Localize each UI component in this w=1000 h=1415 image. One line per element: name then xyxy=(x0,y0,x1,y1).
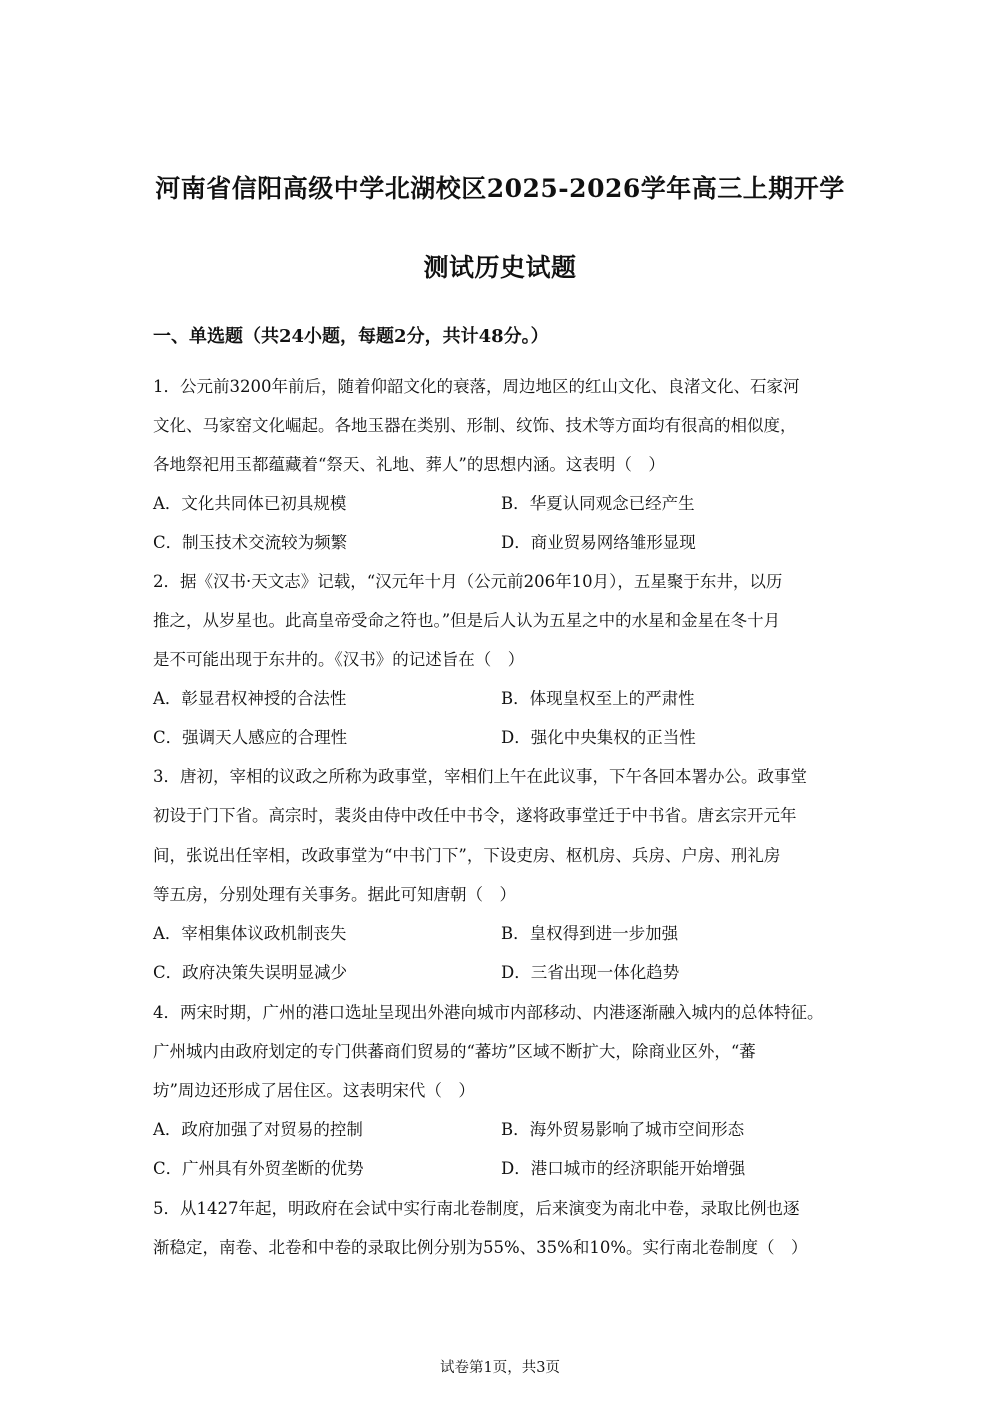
question-1-option-d: D．商业贸易网络雏形显现 xyxy=(501,533,696,552)
question-1-line-1: 1．公元前3200年前后，随着仰韶文化的衰落，周边地区的红山文化、良渚文化、石家河 xyxy=(153,377,800,396)
question-1-line-3: 各地祭祀用玉都蕴藏着“祭天、礼地、葬人”的思想内涵。这表明（ ） xyxy=(153,455,665,474)
question-3-line-3: 间，张说出任宰相，改政事堂为“中书门下”，下设吏房、枢机房、兵房、户房、刑礼房 xyxy=(153,846,781,865)
question-1-option-b: B．华夏认同观念已经产生 xyxy=(501,494,695,513)
question-2-option-b: B．体现皇权至上的严肃性 xyxy=(501,689,695,708)
question-1-option-a: A．文化共同体已初具规模 xyxy=(153,494,347,513)
question-4-option-d: D．港口城市的经济职能开始增强 xyxy=(501,1159,746,1178)
question-3-option-b: B．皇权得到进一步加强 xyxy=(501,924,679,943)
question-3-line-2: 初设于门下省。高宗时，裴炎由侍中改任中书令，遂将政事堂迁于中书省。唐玄宗开元年 xyxy=(153,806,797,825)
question-2-option-c: C．强调天人感应的合理性 xyxy=(153,728,348,747)
question-3-line-4: 等五房，分别处理有关事务。据此可知唐朝（ ） xyxy=(153,885,516,904)
question-1-option-c: C．制玉技术交流较为频繁 xyxy=(153,533,348,552)
question-4-option-b: B．海外贸易影响了城市空间形态 xyxy=(501,1120,745,1139)
question-3-option-d: D．三省出现一体化趋势 xyxy=(501,963,680,982)
section-heading: 一、单选题（共24小题，每题2分，共计48分。） xyxy=(153,326,549,347)
question-2-option-d: D．强化中央集权的正当性 xyxy=(501,728,696,747)
question-4-option-c: C．广州具有外贸垄断的优势 xyxy=(153,1159,364,1178)
question-4-option-a: A．政府加强了对贸易的控制 xyxy=(153,1120,363,1139)
question-5-line-1: 5．从1427年起，明政府在会试中实行南北卷制度，后来演变为南北中卷，录取比例也逐 xyxy=(153,1199,800,1218)
page-footer: 试卷第1页，共3页 xyxy=(440,1360,560,1376)
document-title-line-1: 河南省信阳高级中学北湖校区2025-2026学年高三上期开学 xyxy=(155,174,845,203)
question-3-option-c: C．政府决策失误明显减少 xyxy=(153,963,348,982)
question-2-line-2: 推之，从岁星也。此高皇帝受命之符也。”但是后人认为五星之中的水星和金星在冬十月 xyxy=(153,611,781,630)
question-1-line-2: 文化、马家窑文化崛起。各地玉器在类别、形制、纹饰、技术等方面均有很高的相似度， xyxy=(153,416,797,435)
question-3-option-a: A．宰相集体议政机制丧失 xyxy=(153,924,347,943)
question-4-line-1: 4．两宋时期，广州的港口选址呈现出外港向城市内部移动、内港逐渐融入城内的总体特征。 xyxy=(153,1003,824,1022)
question-4-line-3: 坊”周边还形成了居住区。这表明宋代（ ） xyxy=(153,1081,475,1100)
question-4-line-2: 广州城内由政府划定的专门供蕃商们贸易的“蕃坊”区域不断扩大，除商业区外，“蕃 xyxy=(153,1042,756,1061)
document-title-line-2: 测试历史试题 xyxy=(423,253,577,282)
question-3-line-1: 3．唐初，宰相的议政之所称为政事堂，宰相们上午在此议事，下午各回本署办公。政事堂 xyxy=(153,767,807,786)
question-5-line-2: 渐稳定，南卷、北卷和中卷的录取比例分别为55%、35%和10%。实行南北卷制度（ ） xyxy=(153,1238,808,1257)
question-2-line-3: 是不可能出现于东井的。《汉书》的记述旨在（ ） xyxy=(153,650,525,669)
question-2-line-1: 2．据《汉书·天文志》记载，“汉元年十月（公元前206年10月），五星聚于东井，以历 xyxy=(153,572,783,591)
question-2-option-a: A．彰显君权神授的合法性 xyxy=(153,689,347,708)
